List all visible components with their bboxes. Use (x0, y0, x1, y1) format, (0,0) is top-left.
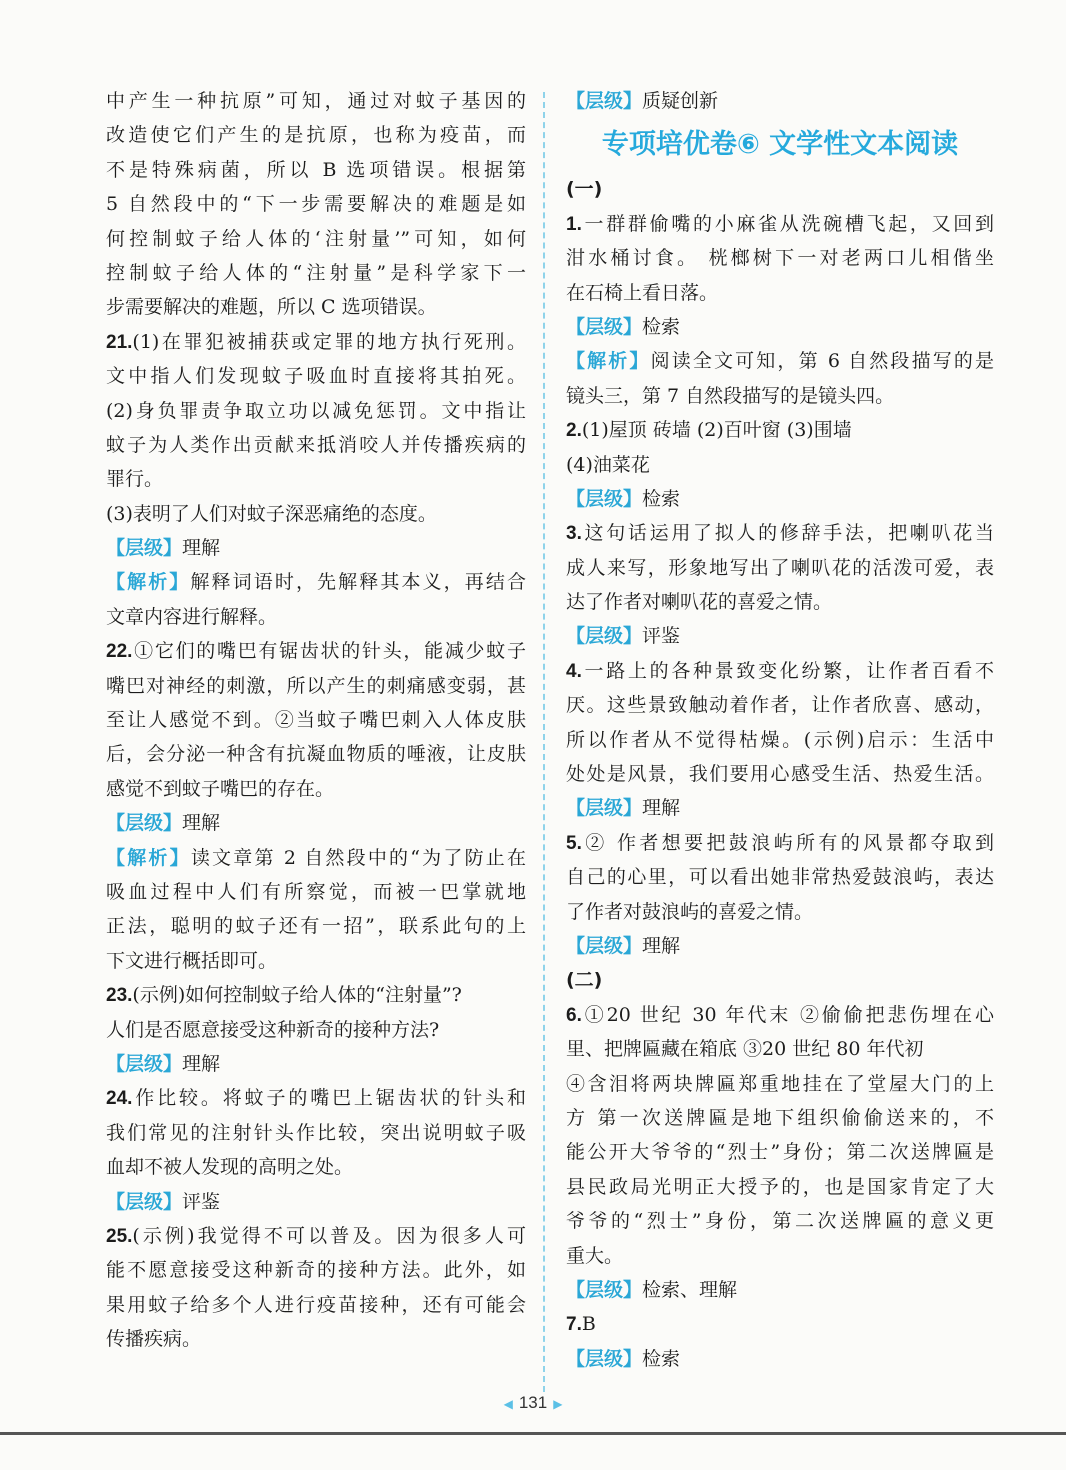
text-line (106, 978, 526, 1012)
line-text: 县民政局光明正大授予的，也是国家肯定了大 (566, 1175, 994, 1198)
line-text: 5 自然段中的“下一步需要解决的难题是如 (106, 193, 526, 216)
line-text: 理解 (642, 797, 681, 820)
question-number: 2. (566, 420, 582, 442)
level-tag: 【解析】 (106, 571, 191, 594)
text-line (566, 895, 994, 929)
question-number: 23. (106, 985, 133, 1007)
line-text: 文章内容进行解释。 (106, 605, 278, 628)
page-number-footer (0, 1393, 1066, 1413)
text-line (106, 1185, 526, 1219)
text-line (566, 1032, 994, 1066)
text-line (566, 1101, 994, 1135)
text-line (566, 791, 994, 825)
line-text: 后，会分泌一种含有抗凝血物质的唾液，让皮肤 (106, 743, 526, 766)
question-number: 1. (566, 213, 582, 235)
line-text: 泔水桶讨食。 桄榔树下一对老两口儿相偕坐 (566, 247, 994, 270)
text-line (566, 757, 994, 791)
text-line (106, 153, 526, 187)
text-line (566, 1067, 994, 1101)
level-tag: 【层级】 (566, 315, 643, 338)
text-line (106, 359, 526, 393)
line-text: ② 作者想要把鼓浪屿所有的风景都夺取到 (581, 831, 994, 854)
line-text: 文中指人们发现蚊子吸血时直接将其拍死。 (106, 365, 526, 388)
right-column (566, 84, 994, 1376)
line-text: (示例)如何控制蚊子给人体的“注射量”? (132, 984, 462, 1007)
line-text: 检索 (642, 1347, 681, 1370)
text-line (566, 1204, 994, 1238)
level-tag: 【解析】 (106, 846, 191, 869)
text-line (566, 723, 994, 757)
text-line (566, 551, 994, 585)
text-line (106, 565, 526, 599)
line-text: 步需要解决的难题，所以 C 选项错误。 (106, 296, 437, 319)
text-line (566, 929, 994, 963)
text-line (566, 172, 994, 206)
question-number: 21. (106, 331, 133, 353)
line-text: 人们是否愿意接受这种新奇的接种方法? (106, 1018, 440, 1041)
text-line (106, 428, 526, 462)
line-text: (1)在罪犯被捕获或定罪的地方执行死刑。 (132, 330, 526, 353)
line-text: (4)油菜花 (566, 453, 650, 476)
text-line (106, 118, 526, 152)
prev-arrow-icon: ◀ (503, 1397, 513, 1411)
line-text: (3)表明了人们对蚊子深恶痛绝的态度。 (106, 502, 437, 525)
level-tag: 【层级】 (566, 90, 643, 112)
text-line (106, 1013, 526, 1047)
level-tag: 【层级】 (566, 625, 643, 648)
text-line (106, 531, 526, 565)
text-line (566, 448, 994, 482)
level-tag: 【解析】 (566, 350, 651, 373)
line-text: 成人来写，形象地写出了喇叭花的活泼可爱，表 (566, 556, 994, 579)
section-title: 专项培优卷⑥ 文学性文本阅读 (601, 129, 959, 161)
text-line (566, 963, 994, 997)
line-text: 控制蚊子给人体的“注射量”是科学家下一 (106, 261, 526, 284)
text-line (106, 1116, 526, 1150)
text-line (106, 944, 526, 978)
line-text: 正法，聪明的蚊子还有一招”，联系此句的上 (106, 915, 526, 938)
text-line (106, 84, 526, 118)
line-text: 感觉不到蚊子嘴巴的存在。 (106, 777, 335, 800)
text-line (106, 1322, 526, 1356)
line-text: 嘴巴对神经的刺激，所以产生的刺痛感变弱，甚 (106, 674, 526, 697)
line-text: 重大。 (566, 1244, 624, 1267)
text-line (106, 1047, 526, 1081)
text-line (106, 600, 526, 634)
level-tag: 【层级】 (566, 487, 643, 510)
line-text: 不是特殊病菌，所以 B 选项错误。根据第 (106, 158, 526, 181)
line-text: (一) (566, 178, 603, 201)
text-line (566, 860, 994, 894)
line-text: 理解 (182, 1052, 221, 1075)
level-tag: 【层级】 (106, 812, 183, 835)
text-line (106, 1219, 526, 1253)
text-line (566, 826, 994, 860)
text-line (566, 482, 994, 516)
text-line (106, 1150, 526, 1184)
level-tag: 【层级】 (566, 934, 643, 957)
text-line (566, 379, 994, 413)
line-text: 厌。这些景致触动着作者，让作者欣喜、感动， (566, 694, 994, 717)
line-text: ①20 世纪 30 年代末 ②偷偷把悲伤埋在心 (581, 1003, 994, 1026)
line-text: 何控制蚊子给人体的‘注射量’”可知，如何 (106, 227, 526, 250)
line-text: 一群群偷嘴的小麻雀从洗碗槽飞起，又回到 (581, 212, 994, 235)
text-line (566, 310, 994, 344)
text-line (106, 669, 526, 703)
text-line (566, 1170, 994, 1204)
text-line (566, 84, 994, 118)
level-tag: 【层级】 (106, 1190, 183, 1213)
text-line (566, 1307, 994, 1341)
line-text: 作比较。将蚊子的嘴巴上锯齿状的针头和 (132, 1087, 526, 1110)
line-text: 一路上的各种景致变化纷繁，让作者百看不 (581, 659, 994, 682)
line-text: ④含泪将两块牌匾郑重地挂在了堂屋大门的上 (566, 1072, 994, 1095)
question-number: 3. (566, 523, 582, 545)
line-text: 里、把牌匾藏在箱底 ③20 世纪 80 年代初 (566, 1038, 924, 1061)
line-text: 所以作者从不觉得枯燥。(示例)启示：生活中 (566, 728, 994, 751)
level-tag: 【层级】 (106, 537, 183, 560)
text-line (566, 1342, 994, 1376)
line-text: 了作者对鼓浪屿的喜爱之情。 (566, 900, 814, 923)
text-line (106, 290, 526, 324)
text-line (106, 875, 526, 909)
text-line (566, 585, 994, 619)
line-text: 传播疾病。 (106, 1328, 202, 1351)
text-line (566, 1239, 994, 1273)
text-line (566, 654, 994, 688)
line-text: 达了作者对喇叭花的喜爱之情。 (566, 591, 833, 614)
text-line (106, 1253, 526, 1287)
line-text: 果用蚊子给多个人进行疫苗接种，还有可能会 (106, 1293, 526, 1316)
column-divider (543, 92, 545, 1392)
line-text: 检索 (642, 315, 681, 338)
line-text: 理解 (182, 537, 221, 560)
bottom-rule (0, 1432, 1066, 1435)
line-text: (2)身负罪责争取立功以减免惩罚。文中指让 (106, 399, 526, 422)
line-text: ①它们的嘴巴有锯齿状的针头，能减少蚊子 (132, 640, 526, 663)
text-line (106, 497, 526, 531)
text-line (566, 276, 994, 310)
line-text: 能不愿意接受这种新奇的接种方法。此外，如 (106, 1259, 526, 1282)
text-line (106, 187, 526, 221)
level-tag: 【层级】 (566, 1278, 643, 1301)
line-text: (示例)我觉得不可以普及。因为很多人可 (132, 1224, 526, 1247)
line-text: 理解 (642, 934, 681, 957)
question-number: 25. (106, 1225, 133, 1247)
line-text: 爷爷的“烈士”身份，第二次送牌匾的意义更 (566, 1210, 994, 1233)
line-text: 检索、理解 (642, 1278, 738, 1301)
text-line (106, 1081, 526, 1115)
line-text: 能公开大爷爷的“烈士”身份；第二次送牌匾是 (566, 1141, 994, 1164)
level-tag: 【层级】 (566, 1347, 643, 1370)
line-text: 在石椅上看日落。 (566, 281, 719, 304)
left-column (106, 84, 526, 1356)
line-text: 阅读全文可知，第 6 自然段描写的是 (650, 350, 994, 373)
line-text: (二) (566, 969, 603, 992)
text-line (106, 772, 526, 806)
line-text: 评鉴 (642, 625, 681, 648)
line-text: 改造使它们产生的是抗原，也称为疫苗，而 (106, 124, 526, 147)
text-line (106, 703, 526, 737)
text-line (566, 688, 994, 722)
text-line (106, 737, 526, 771)
question-number: 5. (566, 832, 582, 854)
line-text: 中产生一种抗原”可知，通过对蚊子基因的 (106, 90, 526, 112)
level-tag: 【层级】 (566, 797, 643, 820)
text-line (106, 1288, 526, 1322)
text-line (566, 344, 994, 378)
text-line (566, 516, 994, 550)
text-line (566, 619, 994, 653)
text-line (566, 998, 994, 1032)
question-number: 4. (566, 660, 582, 682)
question-number: 7. (566, 1314, 582, 1336)
text-line (106, 222, 526, 256)
line-text: B (581, 1313, 596, 1336)
text-line (106, 394, 526, 428)
question-number: 6. (566, 1004, 582, 1026)
line-text: 读文章第 2 自然段中的“为了防止在 (190, 846, 526, 869)
page-number: 131 (518, 1393, 548, 1412)
level-tag: 【层级】 (106, 1052, 183, 1075)
line-text: 罪行。 (106, 468, 164, 491)
line-text: 下文进行概括即可。 (106, 949, 278, 972)
line-text: 吸血过程中人们有所察觉，而被一巴掌就地 (106, 880, 526, 903)
text-line (566, 207, 994, 241)
line-text: 检索 (642, 487, 681, 510)
line-text: 这句话运用了拟人的修辞手法，把喇叭花当 (581, 522, 994, 545)
text-line (566, 1273, 994, 1307)
text-line (106, 841, 526, 875)
text-line (106, 256, 526, 290)
text-line (566, 241, 994, 275)
text-line (106, 325, 526, 359)
text-line (106, 909, 526, 943)
text-line (106, 634, 526, 668)
line-text: (1)屋顶 砖墙 (2)百叶窗 (3)围墙 (581, 419, 852, 442)
line-text: 蚊子为人类作出贡献来抵消咬人并传播疾病的 (106, 433, 526, 456)
text-line (566, 1135, 994, 1169)
line-text: 镜头三，第 7 自然段描写的是镜头四。 (566, 384, 895, 407)
line-text: 我们常见的注射针头作比较，突出说明蚊子吸 (106, 1121, 526, 1144)
line-text: 理解 (182, 812, 221, 835)
line-text: 评鉴 (182, 1190, 221, 1213)
next-arrow-icon: ▶ (553, 1397, 563, 1411)
text-line (566, 413, 994, 447)
line-text: 自己的心里，可以看出她非常热爱鼓浪屿，表达 (566, 866, 994, 889)
question-number: 22. (106, 641, 133, 663)
question-number: 24. (106, 1088, 133, 1110)
line-text: 至让人感觉不到。②当蚊子嘴巴刺入人体皮肤 (106, 709, 526, 732)
line-text: 方 第一次送牌匾是地下组织偷偷送来的，不 (566, 1106, 994, 1129)
line-text: 解释词语时，先解释其本义，再结合 (190, 571, 526, 594)
text-line (106, 806, 526, 840)
line-text: 血却不被人发现的高明之处。 (106, 1156, 354, 1179)
text-line (106, 462, 526, 496)
line-text: 质疑创新 (642, 90, 719, 112)
line-text: 处处是风景，我们要用心感受生活、热爱生活。 (566, 763, 994, 786)
